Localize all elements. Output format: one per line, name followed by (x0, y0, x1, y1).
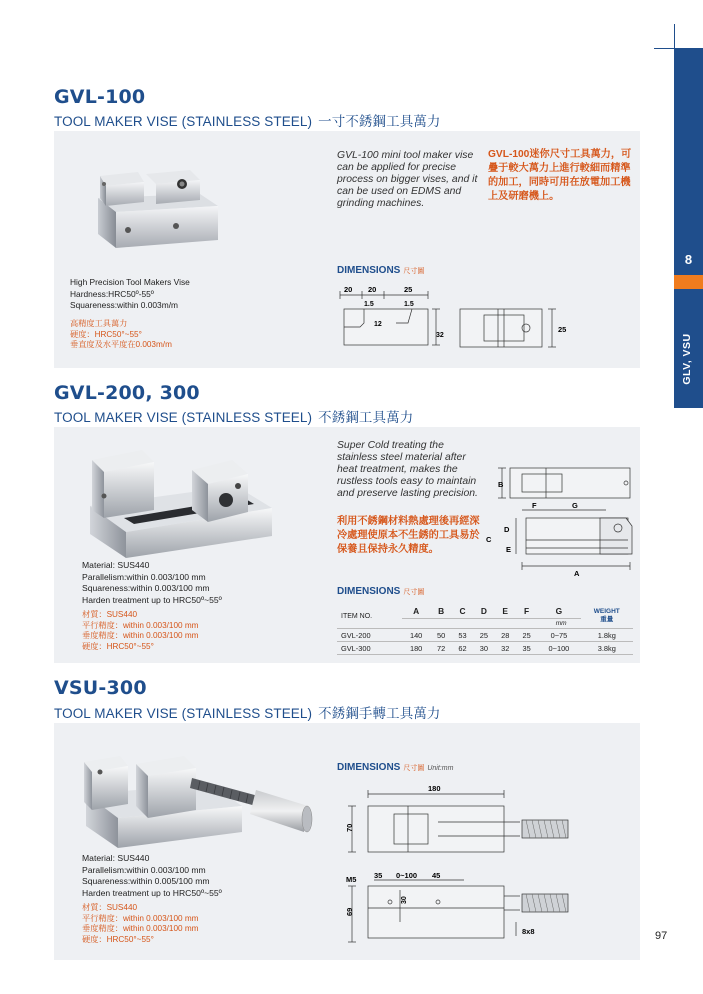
vsu300-dim-69: 69 (345, 907, 354, 916)
sidebar-highlight (674, 275, 703, 289)
gvl200-item-header: ITEM NO. (337, 604, 402, 629)
gvl200-col-d: D (473, 604, 494, 619)
gvl100-desc-en-2: can be applied for precise (337, 162, 456, 173)
vsu300-dim-m5: M5 (346, 875, 357, 884)
gvl200-spec-en-4: Harden treatment up to HRC50º~55º (82, 594, 222, 605)
gvl200-row1-item: GVL-200 (337, 629, 402, 642)
vsu300-dim-length: 180 (428, 784, 441, 793)
gvl200-row2-f: 35 (516, 642, 537, 655)
gvl200-label-a: A (574, 569, 580, 578)
vsu300-specs-zh (82, 903, 198, 945)
gvl200-weight-en: WEIGHT (593, 608, 620, 615)
gvl200-dimensions-zh: 尺寸圖 (403, 589, 425, 596)
gvl100-desc-zh-2: 疊于較大萬力上進行較細而精準 (488, 163, 631, 174)
vsu300-model-title: VSU-300 (54, 677, 147, 699)
gvl200-desc-en-4: rustless tools easy to maintain (337, 476, 477, 487)
gvl200-row2-a: 180 (402, 642, 431, 655)
gvl200-screw-hole (219, 493, 233, 507)
gvl200-row1-d: 25 (473, 629, 494, 642)
gvl100-subtitle (54, 110, 441, 130)
vsu300-dimension-drawing (334, 782, 580, 952)
gvl100-dimensions-label: DIMENSIONS (337, 265, 401, 276)
gvl100-desc-zh-1: GVL-100迷你尺寸工具萬力，可 (488, 149, 632, 160)
vsu300-spec-zh-4: 硬度：HRC50°~55° (82, 934, 154, 944)
page-number: 97 (655, 930, 668, 942)
vsu300-spec-zh-3: 垂度精度：within 0.003/100 mm (82, 924, 199, 933)
gvl200-desc-zh (337, 515, 480, 557)
gvl200-desc-en (337, 440, 478, 500)
gvl100-spec-zh-3: 垂直度及水平度在0.003m/m (70, 340, 172, 349)
gvl200-unit: mm (402, 619, 581, 629)
gvl200-row2-weight: 3.8kg (581, 642, 633, 655)
gvl200-col-c: C (452, 604, 473, 619)
gvl100-dim-h: 25 (558, 325, 567, 334)
gvl200-desc-en-2: stainless steel material after (337, 452, 466, 463)
gvl100-subtitle-en: TOOL MAKER VISE (STAINLESS STEEL) (54, 114, 313, 129)
vsu300-specs-en (82, 853, 222, 899)
gvl100-dim-c: 25 (404, 285, 413, 294)
gvl200-desc-zh-2: 冷處理使原本不生銹的工具易於 (337, 530, 480, 541)
vsu300-product-image (80, 748, 320, 854)
gvl200-desc-en-5: and preserve lasting precision. (337, 488, 478, 499)
gvl100-specs-en (70, 277, 190, 312)
vsu300-subtitle (54, 702, 441, 722)
vsu300-unit: Unit:mm (427, 765, 454, 772)
gvl200-desc-en-3: heat treatment, makes the (337, 464, 458, 475)
gvl200-weight-zh: 重量 (600, 616, 614, 623)
vsu300-dim-30: 30 (401, 896, 408, 904)
gvl200-subtitle (54, 406, 413, 426)
vsu300-handle (250, 790, 308, 832)
gvl100-desc-zh (488, 148, 631, 204)
gvl100-product-image (90, 162, 230, 254)
gvl200-table-header (337, 604, 633, 619)
gvl200-col-g: G (537, 604, 580, 619)
gvl200-weight-header (581, 604, 633, 629)
gvl200-spec-en-2: Parallelism:within 0.003/100 mm (82, 571, 206, 582)
gvl200-dimension-drawing (486, 462, 636, 580)
sidebar-top-line (674, 24, 675, 48)
gvl200-row2-d: 30 (473, 642, 494, 655)
gvl200-label-d: D (504, 525, 510, 534)
gvl200-row1-weight: 1.8kg (581, 629, 633, 642)
table-row (337, 629, 633, 642)
gvl200-dimensions-table (337, 604, 633, 655)
vsu300-spec-en-2: Parallelism:within 0.003/100 mm (82, 864, 206, 875)
gvl200-col-b: B (430, 604, 451, 619)
gvl200-col-e: E (495, 604, 516, 619)
gvl200-spec-zh-3: 垂度精度：within 0.003/100 mm (82, 631, 199, 640)
gvl200-spec-zh-4: 硬度：HRC50°~55° (82, 641, 154, 651)
gvl100-spec-en-1: High Precision Tool Makers Vise (70, 277, 190, 287)
vsu300-spec-zh-1: 材質：SUS440 (82, 903, 138, 912)
gvl200-dimensions-heading (337, 586, 424, 597)
gvl100-dim-a: 20 (344, 285, 353, 294)
gvl100-desc-zh-3: 的加工，同時可用在放電加工機 (488, 177, 631, 188)
gvl200-label-g: G (572, 501, 578, 510)
gvl100-dimensions-zh: 尺寸圖 (403, 268, 425, 275)
gvl200-desc-en-1: Super Cold treating the (337, 440, 444, 451)
gvl100-spec-zh-2: 硬度：HRC50°~55° (70, 329, 142, 339)
vsu300-dimensions-heading (337, 762, 453, 773)
vsu300-spec-en-3: Squareness:within 0.005/100 mm (82, 876, 210, 886)
gvl200-row1-g: 0~75 (537, 629, 580, 642)
sidebar-chapter-number: 8 (684, 252, 693, 267)
gvl200-row2-b: 72 (430, 642, 451, 655)
gvl200-subtitle-zh: 不銹鋼工具萬力 (318, 410, 414, 425)
gvl100-dimensions-heading (337, 265, 424, 276)
vsu300-dim-range: 0~100 (396, 871, 418, 880)
gvl100-spec-zh-1: 高精度工具萬力 (70, 319, 128, 328)
gvl200-row2-c: 62 (452, 642, 473, 655)
gvl200-desc-zh-3: 保養且保持永久精度。 (337, 544, 439, 555)
gvl200-col-a: A (402, 604, 431, 619)
gvl100-specs-zh (70, 319, 172, 351)
vsu300-subtitle-en: TOOL MAKER VISE (STAINLESS STEEL) (54, 706, 313, 721)
gvl200-spec-zh-1: 材質：SUS440 (82, 610, 138, 619)
gvl100-desc-en (337, 150, 477, 210)
gvl200-row2-item: GVL-300 (337, 642, 402, 655)
gvl200-row1-b: 50 (430, 629, 451, 642)
gvl200-spec-en-3: Squareness:within 0.003/100 mm (82, 583, 210, 593)
gvl100-side-drawing (336, 283, 454, 353)
gvl100-desc-en-1: GVL-100 mini tool maker vise (337, 150, 474, 161)
gvl100-dim-e: 1.5 (404, 301, 414, 308)
vsu300-dim-35: 35 (374, 871, 383, 880)
gvl100-desc-en-5: grinding machines. (337, 198, 425, 209)
gvl200-desc-zh-1: 利用不銹鋼材料熱處理後再經深 (337, 516, 480, 527)
vsu300-dimensions-label: DIMENSIONS (337, 762, 401, 773)
gvl100-spec-en-3: Squareness:within 0.003m/m (70, 300, 178, 310)
gvl200-label-e: E (506, 545, 512, 554)
gvl200-col-f: F (516, 604, 537, 619)
gvl100-desc-zh-4: 上及研磨機上。 (488, 191, 560, 202)
gvl100-dim-f: 12 (374, 321, 382, 328)
gvl200-spec-zh-2: 平行精度：within 0.003/100 mm (82, 620, 199, 630)
vsu300-dim-height: 70 (345, 823, 354, 832)
vsu300-spec-en-1: Material: SUS440 (82, 853, 150, 863)
gvl200-row1-a: 140 (402, 629, 431, 642)
gvl200-subtitle-en: TOOL MAKER VISE (STAINLESS STEEL) (54, 410, 313, 425)
gvl100-top-drawing (458, 305, 570, 351)
vsu300-spec-zh-2: 平行精度：within 0.003/100 mm (82, 913, 199, 923)
gvl200-row1-c: 53 (452, 629, 473, 642)
gvl100-desc-en-3: process on bigger vises, and it (337, 174, 478, 185)
gvl200-row1-f: 25 (516, 629, 537, 642)
gvl100-dim-g: 32 (436, 332, 444, 339)
gvl200-row2-e: 32 (495, 642, 516, 655)
gvl100-subtitle-zh: 一寸不銹鋼工具萬力 (318, 114, 441, 129)
gvl200-row1-e: 28 (495, 629, 516, 642)
gvl100-model-title: GVL-100 (54, 86, 146, 108)
vsu300-subtitle-zh: 不銹鋼手轉工具萬力 (318, 706, 441, 721)
vsu300-dim-45: 45 (432, 871, 441, 880)
vsu300-dimensions-zh: 尺寸圖 (403, 765, 425, 772)
gvl200-model-title: GVL-200, 300 (54, 382, 200, 404)
gvl200-row2-g: 0~100 (537, 642, 580, 655)
gvl200-label-c: C (486, 535, 492, 544)
gvl100-dim-b: 20 (368, 285, 377, 294)
table-row (337, 642, 633, 655)
gvl200-label-f: F (532, 501, 537, 510)
gvl100-dim-d: 1.5 (364, 301, 374, 308)
gvl200-specs-zh (82, 610, 198, 652)
vsu300-dim-size: 8x8 (522, 927, 535, 936)
gvl200-dimensions-label: DIMENSIONS (337, 586, 401, 597)
gvl100-desc-en-4: can be used on EDMS and (337, 186, 462, 197)
sidebar-vertical-label: GLV, VSU (681, 333, 693, 385)
gvl100-spec-en-2: Hardness:HRC50º-55º (70, 288, 154, 299)
gvl200-label-b: B (498, 480, 504, 489)
gvl200-specs-en (82, 560, 222, 606)
vsu300-spec-en-4: Harden treatment up to HRC50º~55º (82, 887, 222, 898)
gvl200-spec-en-1: Material: SUS440 (82, 560, 150, 570)
gvl200-product-image (84, 440, 278, 560)
